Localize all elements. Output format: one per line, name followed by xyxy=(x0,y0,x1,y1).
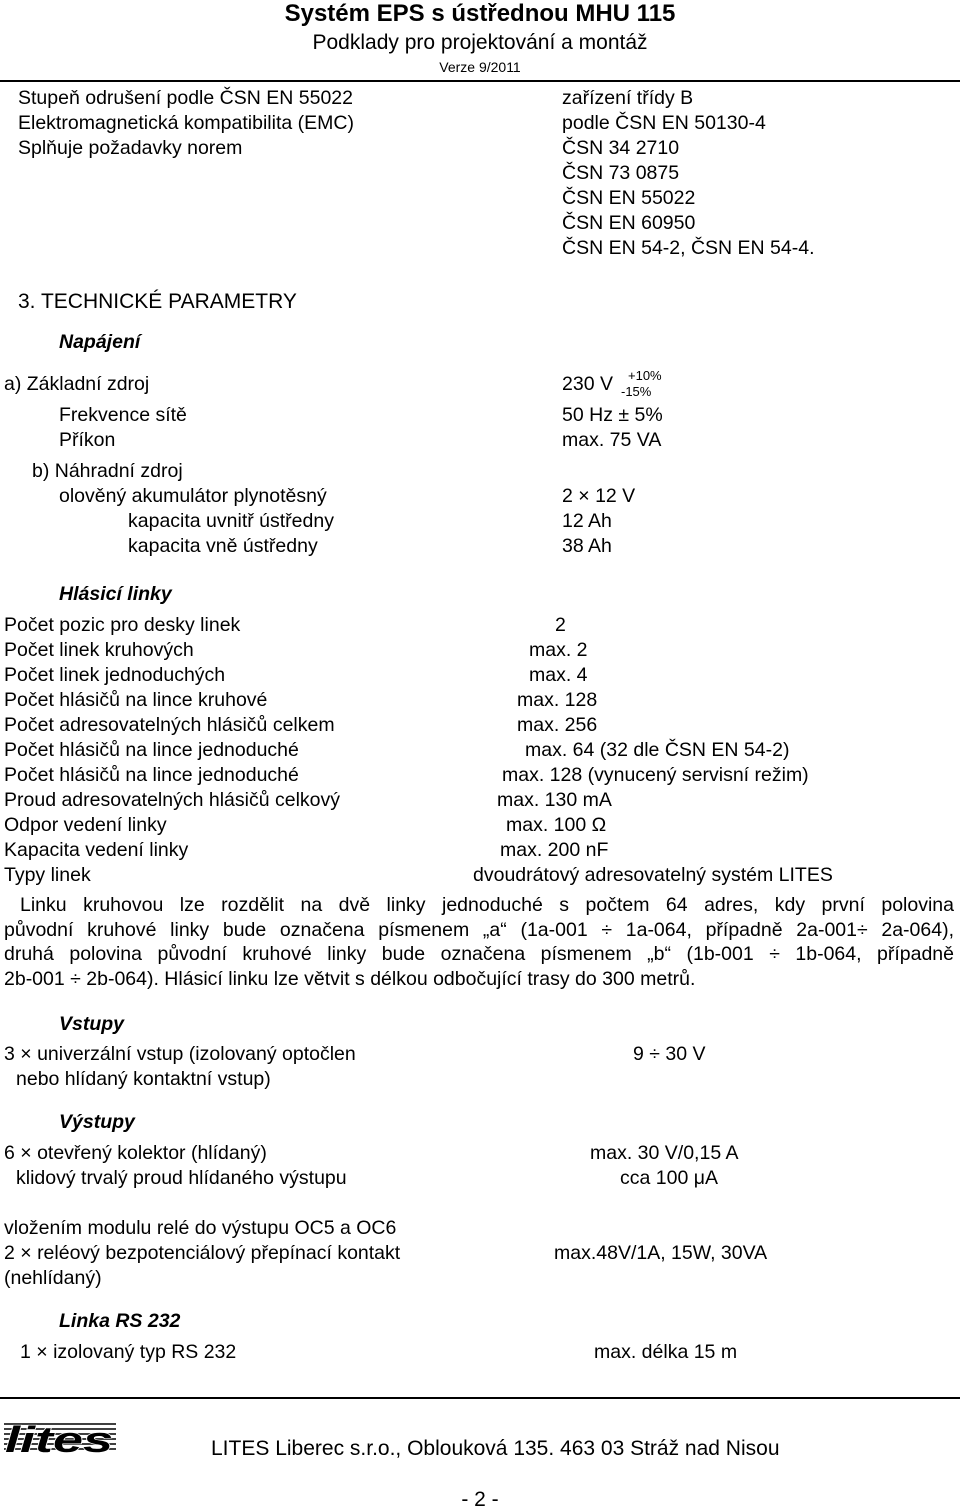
parameter-label: Odpor vedení linky xyxy=(4,814,167,836)
intro-label: Stupeň odrušení podle ČSN EN 55022 xyxy=(18,87,353,109)
parameter-value: dvoudrátový adresovatelný systém LITES xyxy=(473,864,833,886)
kapacita-vne-value: 38 Ah xyxy=(562,535,612,557)
hlasici-linky-heading: Hlásicí linky xyxy=(59,583,172,605)
footer-address: LITES Liberec s.r.o., Oblouková 135. 463 03 Stráž nad Nisou xyxy=(211,1437,780,1460)
quiescent-current-label: klidový trvalý proud hlídaného výstupu xyxy=(16,1167,347,1189)
intro-value: ČSN 34 2710 xyxy=(562,137,680,159)
zakladni-zdroj-label: a) Základní zdroj xyxy=(4,373,150,395)
parameter-value: 2 xyxy=(555,614,566,636)
vystupy-heading: Výstupy xyxy=(59,1111,135,1133)
paragraph-line: Linku kruhovou lze rozdělit na dvě linky jednoduché s počtem 64 adres, kdy první polovina xyxy=(20,894,954,916)
vstupy-label: 3 × univerzální vstup (izolovaný optočlen xyxy=(4,1043,356,1065)
svg-text:lites: lites xyxy=(5,1419,113,1458)
frekvence-label: Frekvence sítě xyxy=(59,404,187,426)
intro-value: zařízení třídy B xyxy=(562,87,694,109)
relay-label: vložením modulu relé do výstupu OC5 a OC6 xyxy=(4,1217,397,1239)
quiescent-current-value: cca 100 μA xyxy=(620,1167,718,1189)
prikon-value: max. 75 VA xyxy=(562,429,662,451)
relay-label-continued: (nehlídaný) xyxy=(4,1267,102,1289)
lites-logo xyxy=(4,1418,116,1464)
relay-label-continued: 2 × reléový bezpotenciálový přepínací kontakt xyxy=(4,1242,401,1264)
parameter-value: max. 130 mA xyxy=(497,789,612,811)
intro-value: ČSN 73 0875 xyxy=(562,162,680,184)
paragraph-line: původní kruhové linky bude označena písmenem „a“ (1a-001 ÷ 1a-064, případně 2a-001÷ 2a-064), xyxy=(4,918,954,941)
document-title: Systém EPS s ústřednou MHU 115 xyxy=(284,0,676,27)
open-collector-label: 6 × otevřený kolektor (hlídaný) xyxy=(4,1142,267,1164)
vstupy-label-continued: nebo hlídaný kontaktní vstup) xyxy=(16,1068,271,1090)
nahradni-zdroj-label: b) Náhradní zdroj xyxy=(32,460,183,482)
akumulator-value: 2 × 12 V xyxy=(562,485,636,507)
page-number: - 2 - xyxy=(461,1488,499,1511)
ring-line-paragraph xyxy=(4,893,954,991)
intro-label: Splňuje požadavky norem xyxy=(18,137,243,159)
vstupy-value: 9 ÷ 30 V xyxy=(633,1043,706,1065)
parameter-value: max. 100 Ω xyxy=(506,814,607,836)
parameter-value: max. 4 xyxy=(529,664,588,686)
parameter-value: max. 200 nF xyxy=(500,839,609,861)
document-version: Verze 9/2011 xyxy=(439,59,521,75)
napajeni-heading: Napájení xyxy=(59,331,141,353)
parameter-label: Počet adresovatelných hlásičů celkem xyxy=(4,714,335,736)
paragraph-line: druhá polovina původní kruhové linky bude označena písmenem „b“ (1b-001 ÷ 1b-064, případně xyxy=(4,943,954,965)
kapacita-uvnitr-label: kapacita uvnitř ústředny xyxy=(128,510,334,532)
parameter-label: Počet hlásičů na lince kruhové xyxy=(4,689,268,711)
document-subtitle: Podklady pro projektování a montáž xyxy=(312,31,648,54)
header-rule xyxy=(0,80,960,82)
parameter-value: max. 2 xyxy=(529,639,588,661)
parameter-label: Počet linek jednoduchých xyxy=(4,664,226,686)
parameter-label: Kapacita vedení linky xyxy=(4,839,189,861)
intro-value: ČSN EN 54-2, ČSN EN 54-4. xyxy=(562,237,815,259)
parameter-label: Typy linek xyxy=(4,864,91,886)
open-collector-value: max. 30 V/0,15 A xyxy=(590,1142,739,1164)
parameter-label: Počet linek kruhových xyxy=(4,639,194,661)
parameter-label: Počet pozic pro desky linek xyxy=(4,614,241,636)
kapacita-uvnitr-value: 12 Ah xyxy=(562,510,612,532)
footer-rule xyxy=(0,1397,960,1399)
rs232-value: max. délka 15 m xyxy=(594,1341,738,1363)
akumulator-label: olověný akumulátor plynotěsný xyxy=(59,485,327,507)
relay-value: max.48V/1A, 15W, 30VA xyxy=(554,1242,768,1264)
parameter-label: Počet hlásičů na lince jednoduché xyxy=(4,739,299,761)
zakladni-zdroj-value: 230 V xyxy=(562,373,613,395)
intro-value: ČSN EN 60950 xyxy=(562,212,696,234)
prikon-label: Příkon xyxy=(59,429,116,451)
vstupy-heading: Vstupy xyxy=(59,1013,125,1035)
parameter-value: max. 256 xyxy=(517,714,598,736)
parameter-label: Počet hlásičů na lince jednoduché xyxy=(4,764,299,786)
tolerance-minus: -15% xyxy=(621,384,652,399)
rs232-label: 1 × izolovaný typ RS 232 xyxy=(20,1341,237,1363)
rs232-heading: Linka RS 232 xyxy=(59,1310,181,1332)
intro-value: podle ČSN EN 50130-4 xyxy=(562,112,766,134)
tolerance-plus: +10% xyxy=(628,368,662,383)
intro-label: Elektromagnetická kompatibilita (EMC) xyxy=(18,112,354,134)
lites-logo-graphic xyxy=(4,1418,116,1458)
intro-value: ČSN EN 55022 xyxy=(562,187,696,209)
parameter-value: max. 64 (32 dle ČSN EN 54-2) xyxy=(525,739,790,761)
kapacita-vne-label: kapacita vně ústředny xyxy=(128,535,318,557)
section-title: 3. TECHNICKÉ PARAMETRY xyxy=(18,290,297,313)
paragraph-line: 2b-001 ÷ 2b-064). Hlásicí linku lze větvit s délkou odbočující trasy do 300 metrů. xyxy=(4,967,696,990)
parameter-value: max. 128 (vynucený servisní režim) xyxy=(502,764,809,786)
parameter-value: max. 128 xyxy=(517,689,598,711)
frekvence-value: 50 Hz ± 5% xyxy=(562,404,663,426)
parameter-label: Proud adresovatelných hlásičů celkový xyxy=(4,789,341,811)
